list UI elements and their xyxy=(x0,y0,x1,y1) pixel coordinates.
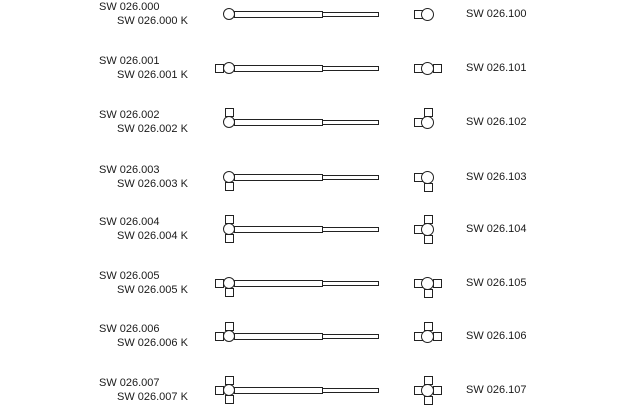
icon-bottom-square xyxy=(424,183,433,192)
end-view-icon xyxy=(411,0,445,40)
stem-bottom-square xyxy=(225,234,234,243)
right-part-code: SW 026.100 xyxy=(466,8,527,20)
catalog-row xyxy=(0,257,630,309)
part-code: SW 026.000 xyxy=(99,1,160,13)
end-view-icon xyxy=(411,364,445,416)
stem-ball xyxy=(223,384,235,396)
catalog-row xyxy=(0,151,630,203)
part-code: SW 026.006 xyxy=(99,323,160,335)
right-part-code: SW 026.107 xyxy=(466,384,527,396)
part-codes xyxy=(99,269,188,297)
catalog-row xyxy=(0,96,630,148)
stem-rod xyxy=(322,334,379,339)
stem-tube xyxy=(234,65,323,72)
icon-ball xyxy=(421,223,434,236)
stem-rod xyxy=(322,12,379,17)
stem-tube xyxy=(234,174,323,181)
end-view-icon xyxy=(411,257,445,309)
end-view-icon xyxy=(411,96,445,148)
part-codes xyxy=(99,322,188,350)
icon-ball xyxy=(421,384,434,397)
part-codes xyxy=(99,215,188,243)
icon-ball xyxy=(421,277,434,290)
stem-tube xyxy=(234,333,323,340)
right-part-code: SW 026.105 xyxy=(466,277,527,289)
stem-rod xyxy=(322,388,379,393)
stem-ball xyxy=(223,277,235,289)
catalog-row xyxy=(0,0,630,40)
part-codes xyxy=(99,0,188,28)
stem-ball xyxy=(223,223,235,235)
stem-rod xyxy=(322,120,379,125)
stem-tube xyxy=(234,280,323,287)
catalog-row xyxy=(0,310,630,362)
icon-bottom-square xyxy=(424,235,433,244)
icon-ball xyxy=(421,62,434,75)
stem-side-view-drawing xyxy=(214,257,380,309)
end-view-icon xyxy=(411,310,445,362)
end-view-icon xyxy=(411,42,445,94)
right-part-code: SW 026.104 xyxy=(466,223,527,235)
stem-side-view-drawing xyxy=(214,310,380,362)
icon-right-square xyxy=(433,332,442,341)
part-code-k: SW 026.004 K xyxy=(117,230,188,242)
stem-rod xyxy=(322,66,379,71)
stem-bottom-square xyxy=(225,182,234,191)
stem-side-view-drawing xyxy=(214,0,380,40)
right-part-code: SW 026.106 xyxy=(466,330,527,342)
part-code-k: SW 026.006 K xyxy=(117,337,188,349)
stem-rod xyxy=(322,281,379,286)
catalog-row xyxy=(0,364,630,416)
end-view-icon xyxy=(411,151,445,203)
part-code: SW 026.001 xyxy=(99,55,160,67)
stem-side-view-drawing xyxy=(214,96,380,148)
end-view-icon xyxy=(411,203,445,255)
catalog-row xyxy=(0,203,630,255)
part-code: SW 026.004 xyxy=(99,216,160,228)
stem-side-view-drawing xyxy=(214,151,380,203)
part-codes xyxy=(99,108,188,136)
stem-tube xyxy=(234,226,323,233)
stem-tube xyxy=(234,387,323,394)
icon-bottom-square xyxy=(424,396,433,405)
stem-tube xyxy=(234,119,323,126)
icon-bottom-square xyxy=(424,289,433,298)
right-part-code: SW 026.101 xyxy=(466,62,527,74)
stem-ball xyxy=(223,8,235,20)
part-code: SW 026.005 xyxy=(99,270,160,282)
icon-right-square xyxy=(433,386,442,395)
part-code-k: SW 026.000 K xyxy=(117,15,188,27)
icon-ball xyxy=(421,171,434,184)
stem-bottom-square xyxy=(225,288,234,297)
stem-ball xyxy=(223,330,235,342)
part-codes xyxy=(99,376,188,404)
stem-side-view-drawing xyxy=(214,203,380,255)
stem-side-view-drawing xyxy=(214,364,380,416)
part-codes xyxy=(99,54,188,82)
part-code-k: SW 026.001 K xyxy=(117,69,188,81)
part-codes xyxy=(99,163,188,191)
stem-ball xyxy=(223,116,235,128)
right-part-code: SW 026.103 xyxy=(466,171,527,183)
part-code: SW 026.003 xyxy=(99,164,160,176)
part-code: SW 026.007 xyxy=(99,377,160,389)
stem-ball xyxy=(223,62,235,74)
catalog-row xyxy=(0,42,630,94)
stem-side-view-drawing xyxy=(214,42,380,94)
stem-tube xyxy=(234,11,323,18)
right-part-code: SW 026.102 xyxy=(466,116,527,128)
part-code-k: SW 026.003 K xyxy=(117,178,188,190)
part-code: SW 026.002 xyxy=(99,109,160,121)
stem-rod xyxy=(322,227,379,232)
stem-ball xyxy=(223,171,235,183)
icon-ball xyxy=(421,8,434,21)
part-code-k: SW 026.005 K xyxy=(117,284,188,296)
icon-right-square xyxy=(433,64,442,73)
part-code-k: SW 026.007 K xyxy=(117,391,188,403)
icon-right-square xyxy=(433,279,442,288)
icon-ball xyxy=(421,116,434,129)
part-code-k: SW 026.002 K xyxy=(117,123,188,135)
stem-bottom-square xyxy=(225,395,234,404)
icon-ball xyxy=(421,330,434,343)
stem-rod xyxy=(322,175,379,180)
